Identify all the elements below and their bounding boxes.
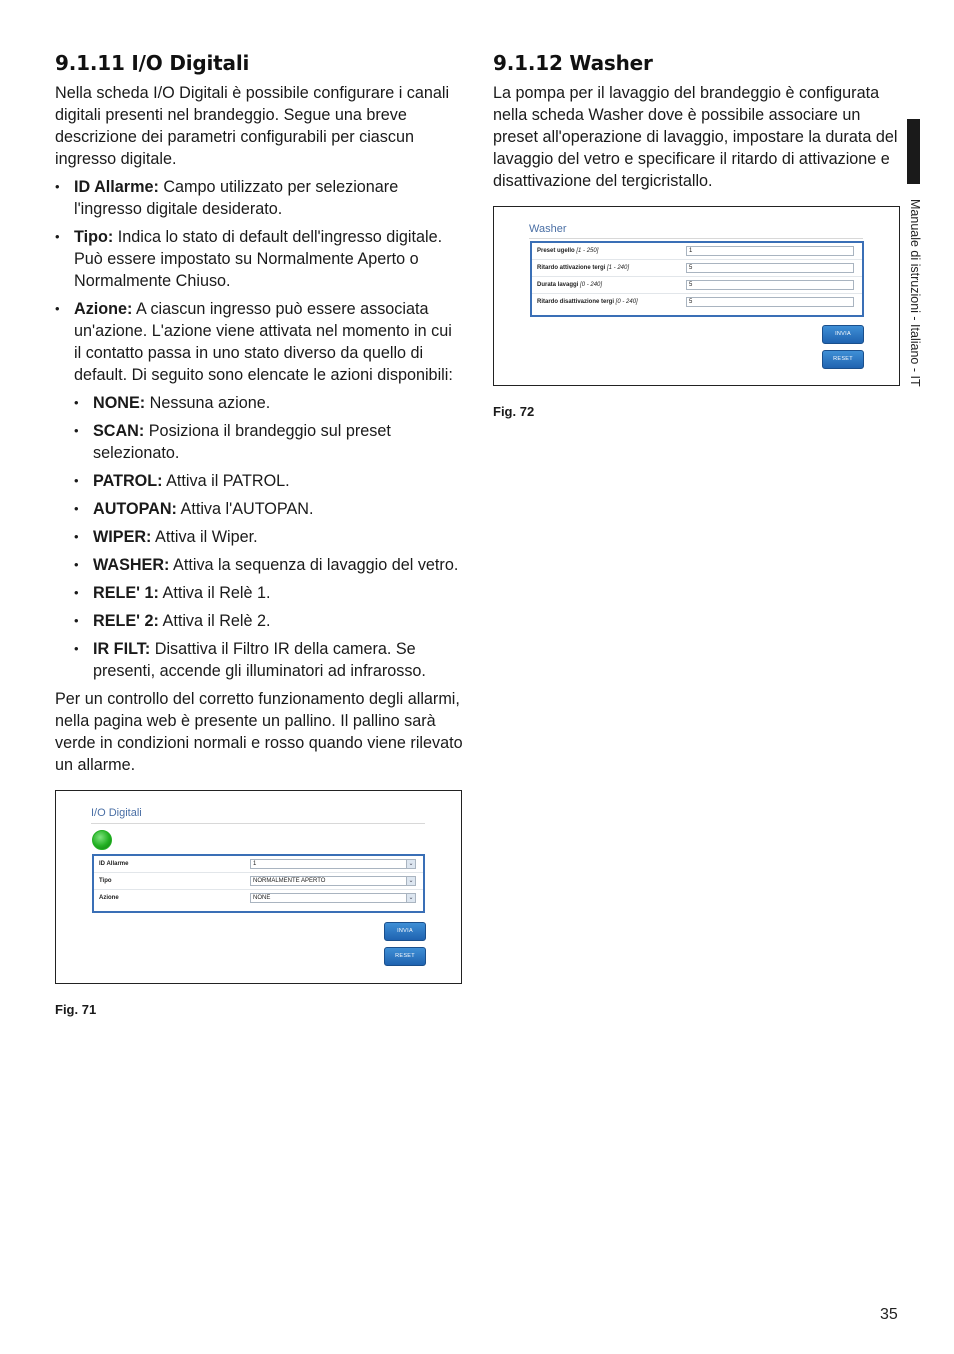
section-heading-io-digitali: 9.1.11 I/O Digitali (55, 51, 250, 75)
list-item: • SCAN: Posiziona il brandeggio sul preset selezionato. (74, 420, 463, 464)
form-row (532, 243, 862, 260)
chevron-down-icon: ⌄ (406, 894, 415, 902)
figure-title: Washer (529, 223, 567, 235)
list-item: • Tipo: Indica lo stato di default dell'ingresso digitale. Può essere impostato su Normalmente Aperto o Normalmente Chiuso. (55, 226, 463, 292)
list-item: • WASHER: Attiva la sequenza di lavaggio del vetro. (74, 554, 463, 576)
status-dot-icon (92, 830, 112, 850)
form-row (532, 277, 862, 294)
tipo-select[interactable]: NORMALMENTE APERTO ⌄ (250, 876, 416, 886)
field-label: Ritardo disattivazione tergi [0 - 240] (537, 299, 638, 305)
list-item: • Azione: A ciascun ingresso può essere associata un'azione. L'azione viene attivata nel momento in cui il contatto passa in uno stato diverso da quello di default. Di seguito sono elencate le azioni disponibili: • NONE: Nessuna azione. • SCAN: Posiziona il brandeggio sul preset selezionato. • PATROL: Attiva il PATROL. • AUTOPAN: Attiva l'AUTOPAN. • WIPER: Attiva il Wiper. • WASHER: Attiva la sequenza di lavaggio del vetro. • RELE' 1: Attiva il Relè 1. • RELE' 2: Attiva il Relè 2. • IR FILT: Disattiva il Filtro IR della camera. Se presenti, accende gli illuminatori ad infrarosso. (55, 298, 463, 682)
reset-button[interactable]: RESET (384, 947, 426, 966)
field-label: Tipo (99, 878, 112, 884)
divider (529, 238, 863, 239)
field-label: Ritardo attivazione tergi [1 - 240] (537, 265, 630, 271)
figure-washer (493, 206, 900, 386)
list-item: • RELE' 1: Attiva il Relè 1. (74, 582, 463, 604)
form-row (94, 856, 423, 873)
figure-caption: Fig. 71 (55, 1002, 97, 1017)
io-form (92, 854, 425, 913)
outro-paragraph: Per un controllo del corretto funzionamento degli allarmi, nella pagina web è presente un pallino. Il pallino sarà verde in condizioni normali e rosso quando viene rilevato un allarme. (55, 690, 463, 774)
figure-title: I/O Digitali (91, 807, 142, 819)
form-row (94, 890, 423, 907)
azione-select[interactable]: NONE ⌄ (250, 893, 416, 903)
send-button[interactable]: INVIA (384, 922, 426, 941)
side-tab-marker (907, 119, 920, 184)
intro-paragraph: La pompa per il lavaggio del brandeggio è configurata nella scheda Washer dove è possibile associare un preset all'operazione di lavaggio, impostare la durata del lavaggio del vetro e specificare il ritardo di attivazione e disattivazione del tergicristallo. (493, 84, 898, 190)
chevron-down-icon: ⌄ (406, 860, 415, 868)
intro-paragraph: Nella scheda I/O Digitali è possibile configurare i canali digitali presenti nel brandeggio. Segue una breve descrizione dei parametri configurabili per ciascun ingresso digitale. (55, 84, 450, 168)
field-label: ID Allarme (99, 861, 129, 867)
field-label: Azione (99, 895, 119, 901)
id-allarme-select[interactable]: 1 ⌄ (250, 859, 416, 869)
section-heading-washer: 9.1.12 Washer (493, 51, 653, 75)
list-item: • PATROL: Attiva il PATROL. (74, 470, 463, 492)
form-row (532, 260, 862, 277)
list-item: • RELE' 2: Attiva il Relè 2. (74, 610, 463, 632)
action-list (74, 392, 463, 682)
field-label: Durata lavaggi [0 - 240] (537, 282, 603, 288)
side-running-text: Manuale di istruzioni - Italiano - IT (908, 199, 922, 387)
send-button[interactable]: INVIA (822, 325, 864, 344)
reset-button[interactable]: RESET (822, 350, 864, 369)
parameter-list (55, 176, 463, 682)
figure-io-digitali (55, 790, 462, 984)
form-row (94, 873, 423, 890)
list-item: • IR FILT: Disattiva il Filtro IR della camera. Se presenti, accende gli illuminatori ad infrarosso. (74, 638, 463, 682)
ritardo-attivazione-input[interactable]: 5 (686, 263, 854, 273)
right-column (493, 50, 901, 419)
list-item: • NONE: Nessuna azione. (74, 392, 463, 414)
preset-ugello-input[interactable]: 1 (686, 246, 854, 256)
washer-form (530, 241, 864, 317)
durata-lavaggi-input[interactable]: 5 (686, 280, 854, 290)
list-item: • WIPER: Attiva il Wiper. (74, 526, 463, 548)
form-row (532, 294, 862, 311)
figure-caption: Fig. 72 (493, 404, 535, 419)
page-number: 35 (880, 1306, 898, 1323)
list-item: • AUTOPAN: Attiva l'AUTOPAN. (74, 498, 463, 520)
left-column (55, 50, 463, 1017)
divider (91, 823, 425, 824)
field-label: Preset ugello [1 - 250] (537, 248, 599, 254)
list-item: • ID Allarme: Campo utilizzato per selezionare l'ingresso digitale desiderato. (55, 176, 463, 220)
ritardo-disattivazione-input[interactable]: 5 (686, 297, 854, 307)
chevron-down-icon: ⌄ (406, 877, 415, 885)
